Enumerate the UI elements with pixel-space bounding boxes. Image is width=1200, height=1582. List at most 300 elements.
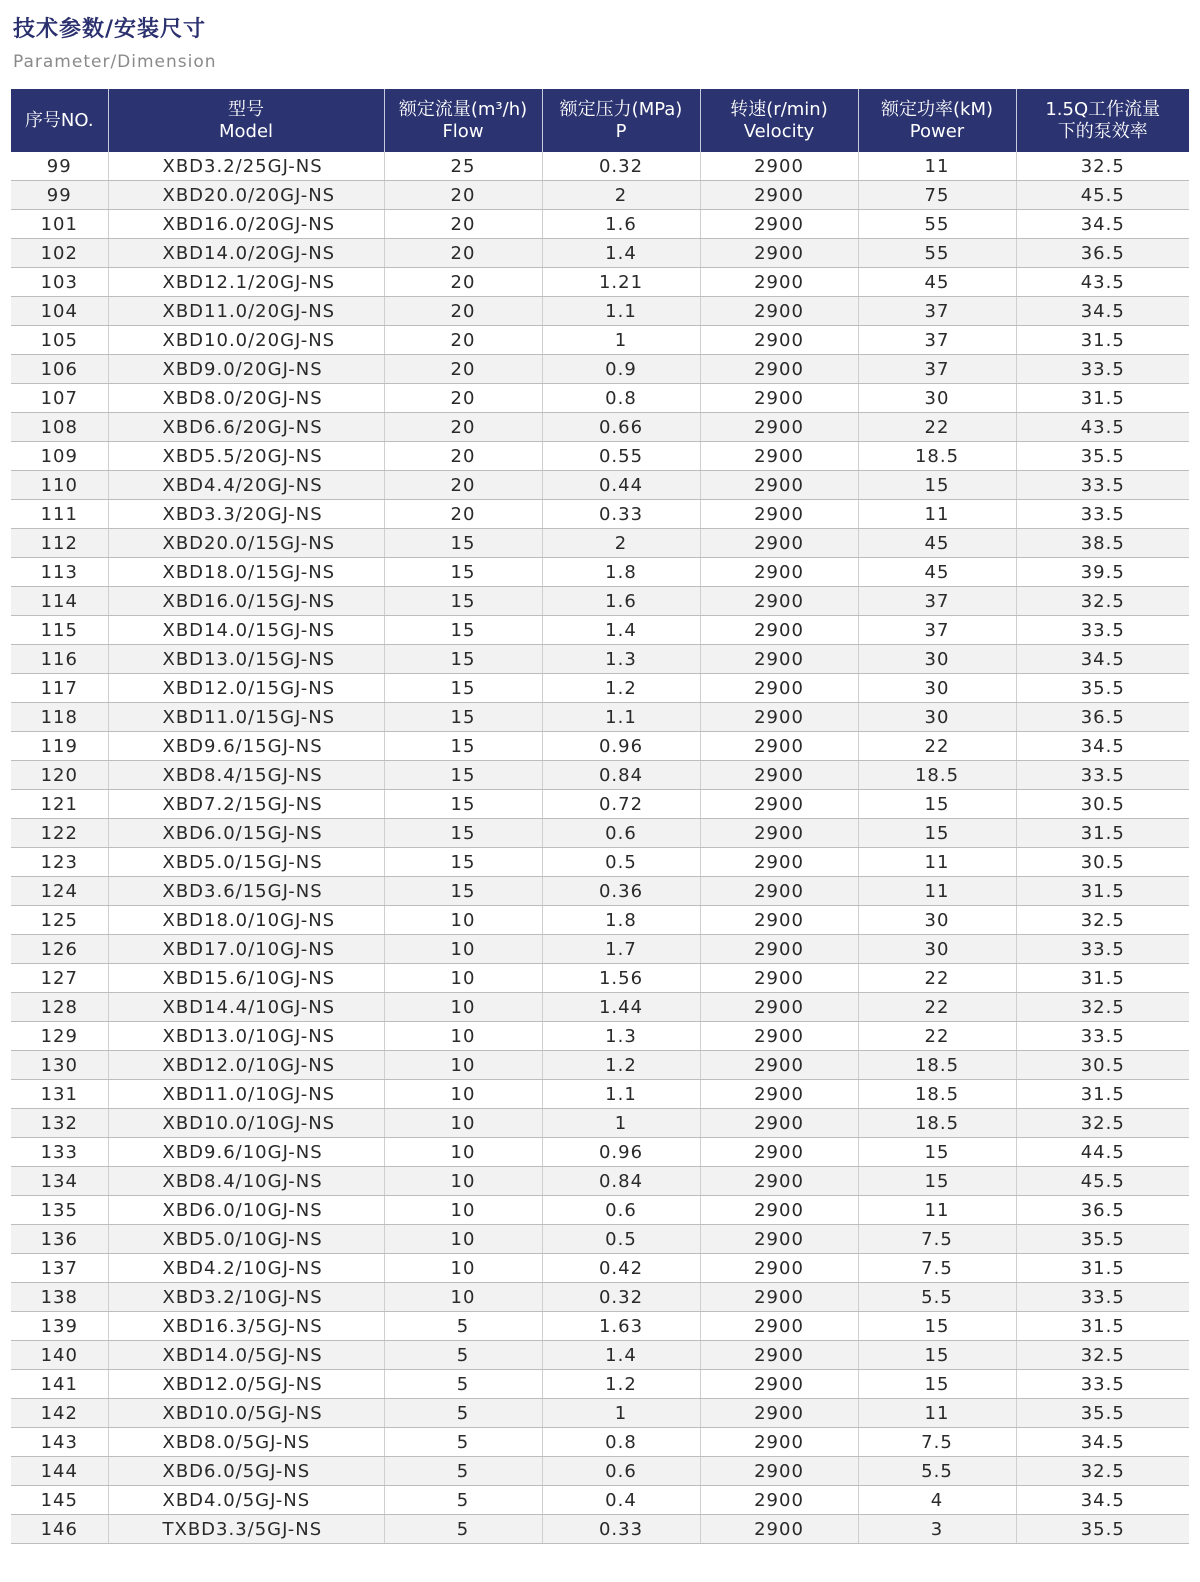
cell-efficiency: 36.5 <box>1016 239 1189 268</box>
table-row <box>11 877 1189 906</box>
cell-model: XBD8.4/10GJ-NS <box>108 1167 384 1196</box>
cell-model: XBD16.3/5GJ-NS <box>108 1312 384 1341</box>
cell-power: 22 <box>858 993 1016 1022</box>
cell-efficiency: 44.5 <box>1016 1138 1189 1167</box>
column-header-efficiency <box>1016 89 1189 152</box>
cell-pressure: 1.6 <box>542 587 700 616</box>
cell-velocity: 2900 <box>700 1254 858 1283</box>
cell-efficiency: 45.5 <box>1016 181 1189 210</box>
cell-no: 114 <box>11 587 108 616</box>
table-row <box>11 558 1189 587</box>
cell-flow: 15 <box>384 790 542 819</box>
cell-model: XBD3.2/10GJ-NS <box>108 1283 384 1312</box>
cell-pressure: 1.44 <box>542 993 700 1022</box>
cell-model: XBD15.6/10GJ-NS <box>108 964 384 993</box>
cell-efficiency: 39.5 <box>1016 558 1189 587</box>
column-header-efficiency-line2: 下的泵效率 <box>1057 120 1148 142</box>
table-row <box>11 1109 1189 1138</box>
cell-pressure: 0.8 <box>542 384 700 413</box>
table-row <box>11 848 1189 877</box>
cell-efficiency: 33.5 <box>1016 471 1189 500</box>
cell-no: 118 <box>11 703 108 732</box>
cell-flow: 10 <box>384 1283 542 1312</box>
table-row <box>11 355 1189 384</box>
cell-pressure: 1.8 <box>542 906 700 935</box>
cell-velocity: 2900 <box>700 1080 858 1109</box>
cell-power: 11 <box>858 152 1016 181</box>
table-header <box>11 89 1189 152</box>
cell-no: 137 <box>11 1254 108 1283</box>
cell-no: 145 <box>11 1486 108 1515</box>
cell-velocity: 2900 <box>700 1283 858 1312</box>
table-row <box>11 1167 1189 1196</box>
cell-no: 140 <box>11 1341 108 1370</box>
table-row <box>11 993 1189 1022</box>
cell-pressure: 1.6 <box>542 210 700 239</box>
cell-model: XBD13.0/15GJ-NS <box>108 645 384 674</box>
cell-pressure: 1 <box>542 326 700 355</box>
table-row <box>11 616 1189 645</box>
cell-flow: 25 <box>384 152 542 181</box>
table-row <box>11 471 1189 500</box>
cell-efficiency: 33.5 <box>1016 355 1189 384</box>
cell-efficiency: 34.5 <box>1016 645 1189 674</box>
cell-flow: 15 <box>384 674 542 703</box>
table-row <box>11 674 1189 703</box>
cell-pressure: 0.84 <box>542 761 700 790</box>
cell-pressure: 0.96 <box>542 732 700 761</box>
cell-no: 107 <box>11 384 108 413</box>
column-header-model-en: Model <box>218 120 274 142</box>
cell-efficiency: 30.5 <box>1016 848 1189 877</box>
cell-flow: 20 <box>384 210 542 239</box>
cell-pressure: 1.56 <box>542 964 700 993</box>
cell-no: 129 <box>11 1022 108 1051</box>
cell-velocity: 2900 <box>700 239 858 268</box>
cell-model: XBD9.6/15GJ-NS <box>108 732 384 761</box>
cell-power: 3 <box>858 1515 1016 1544</box>
cell-efficiency: 31.5 <box>1016 384 1189 413</box>
cell-power: 37 <box>858 616 1016 645</box>
cell-flow: 20 <box>384 413 542 442</box>
cell-velocity: 2900 <box>700 1486 858 1515</box>
cell-power: 18.5 <box>858 1109 1016 1138</box>
table-row <box>11 152 1189 181</box>
table-row <box>11 297 1189 326</box>
cell-no: 113 <box>11 558 108 587</box>
cell-power: 55 <box>858 210 1016 239</box>
table-row <box>11 645 1189 674</box>
cell-flow: 5 <box>384 1312 542 1341</box>
cell-velocity: 2900 <box>700 906 858 935</box>
cell-flow: 5 <box>384 1399 542 1428</box>
cell-flow: 15 <box>384 761 542 790</box>
cell-pressure: 1.8 <box>542 558 700 587</box>
cell-velocity: 2900 <box>700 558 858 587</box>
cell-velocity: 2900 <box>700 1196 858 1225</box>
cell-flow: 20 <box>384 181 542 210</box>
cell-flow: 20 <box>384 471 542 500</box>
cell-flow: 20 <box>384 384 542 413</box>
table-row <box>11 964 1189 993</box>
cell-flow: 5 <box>384 1486 542 1515</box>
cell-efficiency: 32.5 <box>1016 1457 1189 1486</box>
column-header-flow <box>384 89 542 152</box>
cell-flow: 10 <box>384 1051 542 1080</box>
column-header-efficiency-line1: 1.5Q工作流量 <box>1045 98 1161 120</box>
cell-velocity: 2900 <box>700 848 858 877</box>
cell-velocity: 2900 <box>700 268 858 297</box>
column-header-power <box>858 89 1016 152</box>
cell-model: XBD8.0/20GJ-NS <box>108 384 384 413</box>
table-row <box>11 1225 1189 1254</box>
cell-power: 11 <box>858 500 1016 529</box>
header-row <box>11 89 1189 152</box>
cell-velocity: 2900 <box>700 935 858 964</box>
table-row <box>11 384 1189 413</box>
cell-flow: 10 <box>384 1196 542 1225</box>
cell-efficiency: 43.5 <box>1016 413 1189 442</box>
cell-no: 141 <box>11 1370 108 1399</box>
cell-no: 125 <box>11 906 108 935</box>
table-row <box>11 935 1189 964</box>
cell-velocity: 2900 <box>700 790 858 819</box>
column-header-pressure <box>542 89 700 152</box>
cell-model: XBD9.6/10GJ-NS <box>108 1138 384 1167</box>
cell-pressure: 1.2 <box>542 1051 700 1080</box>
column-header-velocity-en: Velocity <box>743 120 815 142</box>
table-row <box>11 1022 1189 1051</box>
cell-no: 135 <box>11 1196 108 1225</box>
cell-model: XBD3.2/25GJ-NS <box>108 152 384 181</box>
cell-efficiency: 32.5 <box>1016 152 1189 181</box>
cell-model: XBD3.3/20GJ-NS <box>108 500 384 529</box>
cell-flow: 10 <box>384 1022 542 1051</box>
column-header-model-cn: 型号 <box>228 98 264 120</box>
cell-no: 136 <box>11 1225 108 1254</box>
page-subtitle: Parameter/Dimension <box>13 52 217 72</box>
cell-efficiency: 30.5 <box>1016 790 1189 819</box>
cell-efficiency: 31.5 <box>1016 1312 1189 1341</box>
table-row <box>11 1138 1189 1167</box>
cell-no: 117 <box>11 674 108 703</box>
cell-flow: 15 <box>384 877 542 906</box>
cell-model: XBD20.0/15GJ-NS <box>108 529 384 558</box>
cell-velocity: 2900 <box>700 1022 858 1051</box>
table-row <box>11 1051 1189 1080</box>
cell-no: 102 <box>11 239 108 268</box>
cell-no: 99 <box>11 181 108 210</box>
cell-power: 18.5 <box>858 1051 1016 1080</box>
cell-flow: 10 <box>384 1109 542 1138</box>
table-row <box>11 500 1189 529</box>
cell-flow: 5 <box>384 1370 542 1399</box>
cell-flow: 5 <box>384 1457 542 1486</box>
cell-efficiency: 33.5 <box>1016 935 1189 964</box>
cell-power: 30 <box>858 906 1016 935</box>
table-row <box>11 1341 1189 1370</box>
cell-pressure: 0.8 <box>542 1428 700 1457</box>
cell-efficiency: 45.5 <box>1016 1167 1189 1196</box>
table-row <box>11 587 1189 616</box>
cell-pressure: 0.5 <box>542 848 700 877</box>
cell-model: XBD18.0/10GJ-NS <box>108 906 384 935</box>
table-row <box>11 529 1189 558</box>
cell-no: 108 <box>11 413 108 442</box>
cell-power: 11 <box>858 1399 1016 1428</box>
cell-pressure: 1.63 <box>542 1312 700 1341</box>
cell-no: 121 <box>11 790 108 819</box>
cell-efficiency: 43.5 <box>1016 268 1189 297</box>
cell-power: 37 <box>858 326 1016 355</box>
cell-efficiency: 30.5 <box>1016 1051 1189 1080</box>
cell-no: 109 <box>11 442 108 471</box>
cell-efficiency: 31.5 <box>1016 964 1189 993</box>
cell-power: 37 <box>858 297 1016 326</box>
cell-model: XBD14.4/10GJ-NS <box>108 993 384 1022</box>
cell-velocity: 2900 <box>700 1138 858 1167</box>
cell-pressure: 2 <box>542 529 700 558</box>
cell-flow: 20 <box>384 355 542 384</box>
column-header-no-cn: 序号NO. <box>24 109 94 131</box>
cell-power: 37 <box>858 587 1016 616</box>
cell-model: XBD18.0/15GJ-NS <box>108 558 384 587</box>
cell-no: 133 <box>11 1138 108 1167</box>
cell-model: XBD14.0/15GJ-NS <box>108 616 384 645</box>
cell-model: XBD14.0/5GJ-NS <box>108 1341 384 1370</box>
cell-pressure: 1.2 <box>542 1370 700 1399</box>
cell-power: 5.5 <box>858 1283 1016 1312</box>
cell-efficiency: 31.5 <box>1016 1254 1189 1283</box>
cell-pressure: 1.4 <box>542 616 700 645</box>
cell-velocity: 2900 <box>700 1428 858 1457</box>
column-header-velocity <box>700 89 858 152</box>
cell-power: 15 <box>858 471 1016 500</box>
cell-no: 127 <box>11 964 108 993</box>
cell-velocity: 2900 <box>700 210 858 239</box>
cell-model: XBD7.2/15GJ-NS <box>108 790 384 819</box>
cell-model: XBD20.0/20GJ-NS <box>108 181 384 210</box>
cell-flow: 5 <box>384 1515 542 1544</box>
cell-velocity: 2900 <box>700 1457 858 1486</box>
cell-flow: 10 <box>384 1167 542 1196</box>
cell-no: 143 <box>11 1428 108 1457</box>
cell-pressure: 0.96 <box>542 1138 700 1167</box>
cell-flow: 10 <box>384 935 542 964</box>
cell-no: 116 <box>11 645 108 674</box>
cell-flow: 15 <box>384 848 542 877</box>
cell-no: 99 <box>11 152 108 181</box>
cell-velocity: 2900 <box>700 993 858 1022</box>
table-row <box>11 1254 1189 1283</box>
cell-flow: 20 <box>384 297 542 326</box>
cell-pressure: 2 <box>542 181 700 210</box>
cell-pressure: 0.32 <box>542 152 700 181</box>
cell-power: 4 <box>858 1486 1016 1515</box>
cell-power: 30 <box>858 935 1016 964</box>
cell-power: 7.5 <box>858 1428 1016 1457</box>
cell-velocity: 2900 <box>700 703 858 732</box>
cell-power: 37 <box>858 355 1016 384</box>
cell-efficiency: 32.5 <box>1016 1109 1189 1138</box>
cell-pressure: 0.36 <box>542 877 700 906</box>
cell-no: 111 <box>11 500 108 529</box>
cell-no: 110 <box>11 471 108 500</box>
cell-no: 106 <box>11 355 108 384</box>
cell-model: XBD6.0/10GJ-NS <box>108 1196 384 1225</box>
cell-velocity: 2900 <box>700 471 858 500</box>
cell-velocity: 2900 <box>700 1225 858 1254</box>
cell-efficiency: 34.5 <box>1016 732 1189 761</box>
cell-velocity: 2900 <box>700 1341 858 1370</box>
cell-power: 45 <box>858 558 1016 587</box>
cell-model: XBD11.0/15GJ-NS <box>108 703 384 732</box>
cell-power: 15 <box>858 790 1016 819</box>
cell-model: XBD11.0/20GJ-NS <box>108 297 384 326</box>
parameter-table <box>11 89 1189 1544</box>
cell-pressure: 1.1 <box>542 1080 700 1109</box>
cell-power: 30 <box>858 645 1016 674</box>
table-row <box>11 703 1189 732</box>
cell-efficiency: 36.5 <box>1016 703 1189 732</box>
cell-velocity: 2900 <box>700 442 858 471</box>
cell-flow: 10 <box>384 993 542 1022</box>
cell-pressure: 1 <box>542 1109 700 1138</box>
cell-pressure: 0.33 <box>542 1515 700 1544</box>
cell-power: 11 <box>858 877 1016 906</box>
table-row <box>11 1196 1189 1225</box>
cell-pressure: 1.1 <box>542 297 700 326</box>
cell-velocity: 2900 <box>700 181 858 210</box>
page-header <box>13 14 217 74</box>
cell-pressure: 0.6 <box>542 1457 700 1486</box>
cell-no: 104 <box>11 297 108 326</box>
cell-no: 144 <box>11 1457 108 1486</box>
cell-no: 126 <box>11 935 108 964</box>
cell-power: 7.5 <box>858 1254 1016 1283</box>
table-row <box>11 181 1189 210</box>
cell-pressure: 1.1 <box>542 703 700 732</box>
cell-velocity: 2900 <box>700 616 858 645</box>
cell-model: XBD17.0/10GJ-NS <box>108 935 384 964</box>
column-header-flow-en: Flow <box>442 120 484 142</box>
cell-model: XBD5.5/20GJ-NS <box>108 442 384 471</box>
cell-no: 120 <box>11 761 108 790</box>
cell-pressure: 1.4 <box>542 239 700 268</box>
column-header-pressure-en: P <box>615 120 627 142</box>
cell-velocity: 2900 <box>700 1399 858 1428</box>
cell-efficiency: 33.5 <box>1016 1022 1189 1051</box>
cell-efficiency: 34.5 <box>1016 297 1189 326</box>
cell-pressure: 0.4 <box>542 1486 700 1515</box>
cell-model: XBD12.0/10GJ-NS <box>108 1051 384 1080</box>
cell-pressure: 0.66 <box>542 413 700 442</box>
cell-no: 115 <box>11 616 108 645</box>
cell-model: XBD6.0/5GJ-NS <box>108 1457 384 1486</box>
cell-model: XBD16.0/15GJ-NS <box>108 587 384 616</box>
table-row <box>11 1515 1189 1544</box>
cell-power: 75 <box>858 181 1016 210</box>
table-row <box>11 1312 1189 1341</box>
cell-model: XBD10.0/5GJ-NS <box>108 1399 384 1428</box>
table-row <box>11 210 1189 239</box>
cell-model: XBD6.0/15GJ-NS <box>108 819 384 848</box>
column-header-pressure-cn: 额定压力(MPa) <box>559 98 683 120</box>
cell-power: 22 <box>858 413 1016 442</box>
column-header-model <box>108 89 384 152</box>
cell-no: 134 <box>11 1167 108 1196</box>
cell-efficiency: 33.5 <box>1016 1283 1189 1312</box>
cell-model: XBD12.0/15GJ-NS <box>108 674 384 703</box>
cell-no: 130 <box>11 1051 108 1080</box>
cell-velocity: 2900 <box>700 297 858 326</box>
cell-model: XBD14.0/20GJ-NS <box>108 239 384 268</box>
cell-pressure: 0.33 <box>542 500 700 529</box>
cell-velocity: 2900 <box>700 529 858 558</box>
cell-model: XBD5.0/10GJ-NS <box>108 1225 384 1254</box>
cell-flow: 10 <box>384 964 542 993</box>
column-header-no <box>11 89 108 152</box>
cell-flow: 5 <box>384 1428 542 1457</box>
cell-pressure: 1.21 <box>542 268 700 297</box>
cell-power: 15 <box>858 1167 1016 1196</box>
cell-velocity: 2900 <box>700 964 858 993</box>
cell-efficiency: 31.5 <box>1016 1080 1189 1109</box>
cell-no: 123 <box>11 848 108 877</box>
cell-model: TXBD3.3/5GJ-NS <box>108 1515 384 1544</box>
cell-no: 132 <box>11 1109 108 1138</box>
cell-efficiency: 33.5 <box>1016 500 1189 529</box>
cell-pressure: 0.6 <box>542 1196 700 1225</box>
cell-flow: 15 <box>384 645 542 674</box>
cell-velocity: 2900 <box>700 384 858 413</box>
cell-velocity: 2900 <box>700 1370 858 1399</box>
cell-flow: 15 <box>384 587 542 616</box>
table-row <box>11 819 1189 848</box>
cell-flow: 20 <box>384 500 542 529</box>
cell-power: 18.5 <box>858 761 1016 790</box>
cell-flow: 10 <box>384 1138 542 1167</box>
cell-efficiency: 36.5 <box>1016 1196 1189 1225</box>
cell-power: 55 <box>858 239 1016 268</box>
table-body <box>11 152 1189 1544</box>
cell-velocity: 2900 <box>700 1515 858 1544</box>
table-row <box>11 1428 1189 1457</box>
cell-flow: 15 <box>384 529 542 558</box>
cell-pressure: 0.6 <box>542 819 700 848</box>
cell-efficiency: 32.5 <box>1016 587 1189 616</box>
cell-no: 142 <box>11 1399 108 1428</box>
cell-model: XBD4.4/20GJ-NS <box>108 471 384 500</box>
cell-power: 45 <box>858 529 1016 558</box>
cell-efficiency: 33.5 <box>1016 616 1189 645</box>
cell-pressure: 1.3 <box>542 1022 700 1051</box>
table-row <box>11 442 1189 471</box>
cell-velocity: 2900 <box>700 732 858 761</box>
cell-no: 122 <box>11 819 108 848</box>
cell-power: 11 <box>858 1196 1016 1225</box>
cell-pressure: 1.3 <box>542 645 700 674</box>
cell-velocity: 2900 <box>700 326 858 355</box>
cell-efficiency: 38.5 <box>1016 529 1189 558</box>
cell-flow: 20 <box>384 326 542 355</box>
cell-model: XBD13.0/10GJ-NS <box>108 1022 384 1051</box>
cell-power: 11 <box>858 848 1016 877</box>
cell-power: 15 <box>858 1341 1016 1370</box>
column-header-power-cn: 额定功率(kM) <box>881 98 993 120</box>
cell-velocity: 2900 <box>700 674 858 703</box>
cell-model: XBD6.6/20GJ-NS <box>108 413 384 442</box>
